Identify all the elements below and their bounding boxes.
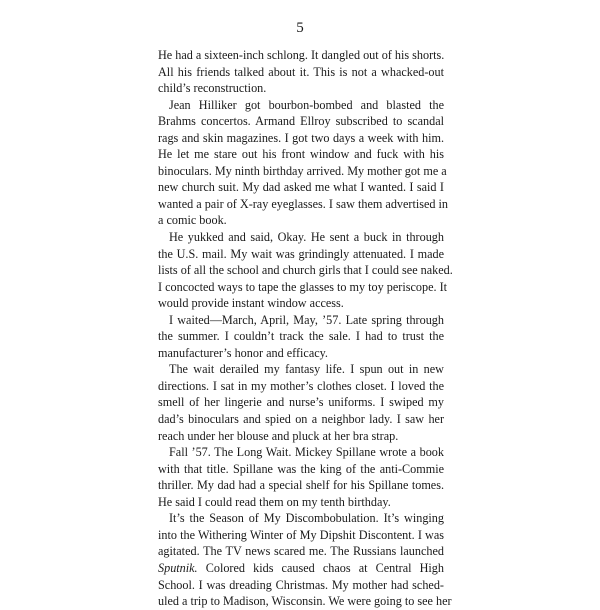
text-line: reach under her blouse and pluck at her bra strap.: [158, 428, 399, 443]
text-line: He had a sixteen-inch schlong. It dangled out of his shorts.: [158, 48, 445, 62]
text-line: agitated. The TV news scared me. The Russians launched: [158, 544, 444, 559]
paragraph: [158, 444, 444, 510]
text-line: Brahms concertos. Armand Ellroy subscribed to scandal: [158, 114, 444, 129]
text-line: with that title. Spillane was the king of the anti-Commie: [158, 461, 444, 476]
text-line: uled a trip to Madison, Wisconsin. We were going to see her: [158, 594, 452, 609]
text-line: child’s reconstruction.: [158, 81, 267, 96]
text-line: I waited—March, April, May, ’57. Late spring through: [169, 312, 444, 327]
text-line: thriller. My dad had a special shelf for his Spillane tomes.: [158, 478, 444, 493]
text-line: The wait derailed my fantasy life. I spun out in new: [169, 362, 444, 377]
page-number: 5: [296, 20, 304, 36]
text-line: manufacturer’s honor and efficacy.: [158, 345, 328, 360]
text-line: would provide instant window access.: [158, 296, 344, 311]
italic-title: Sputnik.: [158, 560, 198, 575]
text-line: into the Withering Winter of My Dipshit Discontent. I was: [158, 527, 444, 542]
text-line: It’s the Season of My Discombobulation. It’s winging: [169, 511, 444, 526]
paragraph: [158, 510, 452, 609]
text-line: School. I was dreading Christmas. My mother had sched-: [158, 577, 444, 592]
text-line: a comic book.: [158, 213, 227, 228]
text-line: lists of all the school and church girls that I could see naked.: [158, 263, 453, 278]
text-line: binoculars. My ninth birthday arrived. My mother got me a: [158, 163, 447, 178]
text-line: He let me stare out his front window and fuck with his: [158, 147, 444, 162]
text-line: I concocted ways to tape the glasses to my toy periscope. It: [158, 279, 448, 294]
text-line: wanted a pair of X-ray eyeglasses. I saw them advertised in: [158, 196, 449, 211]
text-line: All his friends talked about it. This is not a whacked-out: [158, 64, 444, 79]
text-line: He yukked and said, Okay. He sent a buck in through: [169, 230, 444, 245]
text-line: rags and skin magazines. I got two days a week with him.: [158, 130, 444, 145]
text-line: Fall ’57. The Long Wait. Mickey Spillane wrote a book: [169, 445, 444, 460]
text-line: the U.S. mail. My wait was grindingly attenuated. I made: [158, 246, 444, 261]
text-line: new church suit. My dad asked me what I wanted. I said I: [158, 180, 444, 195]
text-line: Sputnik. Colored kids caused chaos at Central High: [158, 560, 444, 575]
paragraph: [158, 97, 449, 229]
text-line: smell of her lingerie and nurse’s uniforms. I swiped my: [158, 395, 444, 410]
text-line: the summer. I couldn’t track the sale. I had to trust the: [158, 329, 444, 344]
text-line: Jean Hilliker got bourbon-bombed and blasted the: [169, 97, 444, 112]
text-line: directions. I sat in my mother’s clothes closet. I loved the: [158, 378, 444, 393]
paragraph: [158, 47, 444, 97]
body-text: [158, 47, 453, 610]
paragraph: [158, 312, 444, 362]
paragraph: [158, 229, 453, 312]
paragraph: [158, 361, 444, 444]
text-line: dad’s binoculars and spied on a neighbor lady. I saw her: [158, 412, 444, 427]
text-line: He said I could read them on my tenth birthday.: [158, 494, 391, 509]
